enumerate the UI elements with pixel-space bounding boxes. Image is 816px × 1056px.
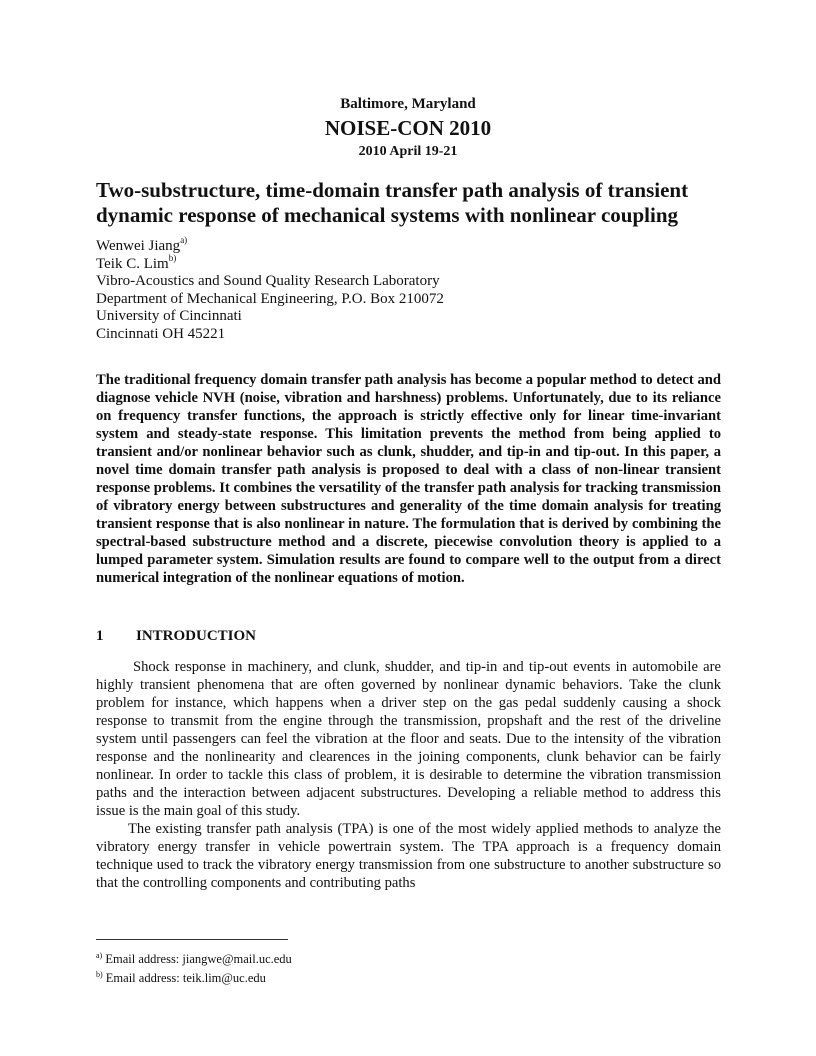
author-block [96,235,736,343]
affiliation-city: Cincinnati OH 45221 [96,325,226,342]
conference-dates: 2010 April 19-21 [358,144,458,159]
section-body [96,658,721,892]
author-name: Teik C. Lim [96,255,169,272]
footnotes [96,950,292,988]
conference-location: Baltimore, Maryland [340,96,476,112]
footnote-divider [96,939,288,940]
footnote [96,969,292,988]
affiliation-university: University of Cincinnati [96,308,242,324]
footnote-text: Email address: teik.lim@uc.edu [105,971,266,985]
author-2 [96,252,736,274]
footnote-mark: b) [96,970,103,979]
author-name: Wenwei Jiang [96,238,181,254]
affiliation-department: Department of Mechanical Engineering, P.O. Box 210072 [96,290,444,307]
author-1 [96,235,736,256]
paper-title: Two-substructure, time-domain transfer path analysis of transient dynamic response of mechanical systems with nonlinear coupling [96,178,689,227]
affiliation-lab: Vibro-Acoustics and Sound Quality Research Laboratory [96,273,440,289]
section-title: INTRODUCTION [136,628,257,644]
abstract: The traditional frequency domain transfer path analysis has become a popular method to detect and diagnose vehicle NVH (noise, vibration and harshness) problems. Unfortunately, due to its reliance on frequency transfer functions, the approach is strictly effective only for linear time-invariant system and steady-state response. This limitation prevents the method from being applied to transient and/or nonlinear behavior such as clunk, shudder, and tip-in and tip-out. In this paper, a novel time domain transfer path analysis is proposed to deal with a class of non-linear transient response problems. It combines the versatility of the transfer path analysis for tracking transmission of vibratory energy between substructures and generality of the time domain analysis for treating transient response that is also nonlinear in nature. The formulation that is derived by combining the spectral-based substructure method and a discrete, piecewise convolution theory is applied to a lumped parameter system. Simulation results are found to compare well to the output from a direct numerical integration of the nonlinear equations of motion. [96,372,721,586]
section-heading [96,628,256,645]
author-mark: b) [168,252,177,263]
section-number: 1 [96,628,104,644]
author-mark: a) [180,235,188,245]
footnote-text: Email address: jiangwe@mail.uc.edu [105,952,292,966]
body-paragraph: The existing transfer path analysis (TPA) is one of the most widely applied methods to analyze the vibratory energy transfer in vehicle powertrain system. The TPA approach is a frequency domain technique used to track the vibratory energy transmission from one substructure to another substructure so that the controlling components and contributing paths [96,821,721,891]
footnote [96,950,292,969]
footnote-mark: a) [96,951,103,960]
body-paragraph: Shock response in machinery, and clunk, shudder, and tip-in and tip-out events in automobile are highly transient phenomena that are often governed by nonlinear dynamic behaviors. Take the clunk problem for instance, which happens when a driver step on the gas pedal suddenly causing a shock response to transmit from the engine through the transmission, propshaft and the rest of the driveline system until passengers can feel the vibration at the floor and seats. Due to the intensity of the vibration response and the nonlinearity and clearences in the joining components, clunk behavior can be fairly nonlinear. In order to tackle this class of problem, it is desirable to determine the vibration transmission paths and the interaction between adjacent substructures. Developing a reliable method to address this issue is the main goal of this study. [96,659,721,819]
conference-name: NOISE-CON 2010 [324,116,492,140]
